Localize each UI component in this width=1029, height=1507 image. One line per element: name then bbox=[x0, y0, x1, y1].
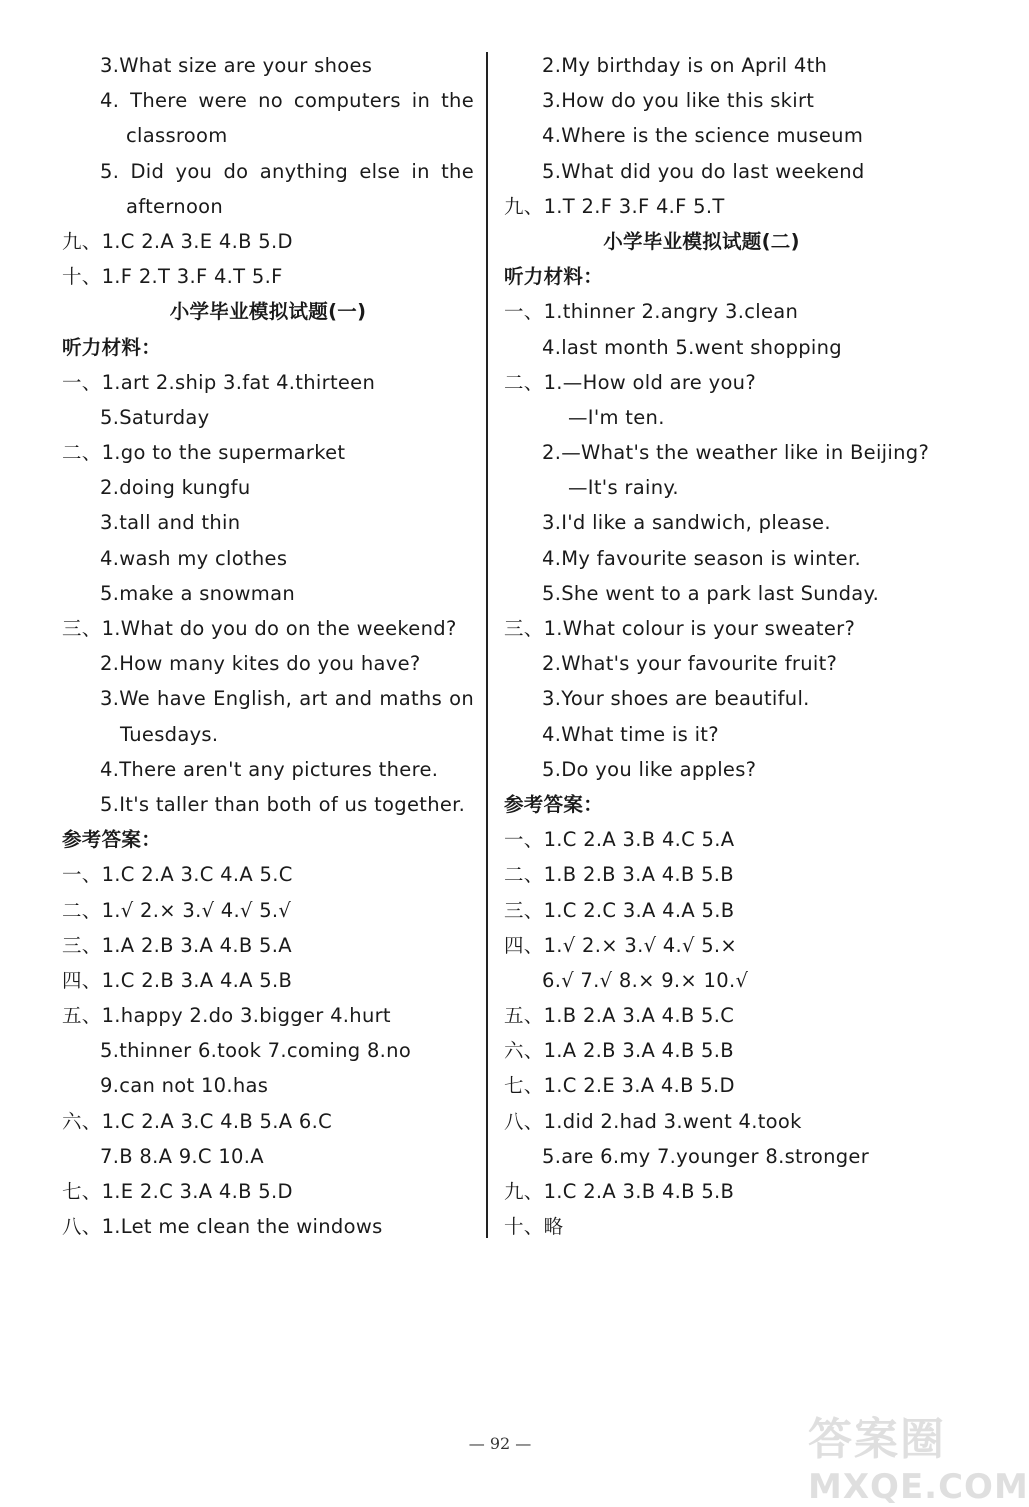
section-title: 小学毕业模拟试题(一) bbox=[169, 300, 367, 324]
answer-line: 5.are 6.my 7.younger 8.stronger bbox=[542, 1144, 870, 1168]
answer-line: 5.It's taller than both of us together. bbox=[100, 792, 466, 816]
answer-line: 5.Saturday bbox=[100, 405, 210, 429]
answer-line: 3.How do you like this skirt bbox=[542, 89, 815, 113]
answer-line: 十、1.F 2.T 3.F 4.T 5.F bbox=[62, 265, 283, 289]
section-heading: 听力材料： bbox=[62, 335, 162, 359]
answer-line: 七、1.E 2.C 3.A 4.B 5.D bbox=[62, 1180, 293, 1203]
answer-line: 三、1.What colour is your sweater? bbox=[504, 617, 856, 640]
page-number: — 92 — bbox=[468, 1434, 532, 1453]
answer-line: 7.B 8.A 9.C 10.A bbox=[100, 1144, 264, 1168]
left-column bbox=[62, 48, 474, 1244]
answer-line: 5. Did you do anything else in the bbox=[100, 159, 474, 183]
right-column bbox=[504, 48, 930, 1244]
answer-line: 2.How many kites do you have? bbox=[100, 652, 421, 676]
answer-line: 六、1.A 2.B 3.A 4.B 5.B bbox=[504, 1039, 734, 1063]
answer-line: 四、1.√ 2.× 3.√ 4.√ 5.× bbox=[504, 933, 738, 957]
answer-line: 九、1.C 2.A 3.B 4.B 5.B bbox=[504, 1180, 735, 1203]
answer-line: 九、1.T 2.F 3.F 4.F 5.T bbox=[504, 194, 725, 218]
answer-line: 5.Do you like apples? bbox=[542, 757, 757, 781]
answer-line: 九、1.C 2.A 3.E 4.B 5.D bbox=[62, 229, 293, 253]
answer-line: 一、1.art 2.ship 3.fat 4.thirteen bbox=[62, 370, 376, 394]
answer-line: 七、1.C 2.E 3.A 4.B 5.D bbox=[504, 1074, 735, 1098]
answer-line: Tuesdays. bbox=[120, 722, 219, 746]
answer-line: 4.What time is it? bbox=[542, 722, 719, 746]
answer-line: 4.My favourite season is winter. bbox=[542, 546, 862, 570]
answer-line: 五、1.B 2.A 3.A 4.B 5.C bbox=[504, 1004, 735, 1028]
answer-line: 4.Where is the science museum bbox=[542, 124, 864, 148]
answer-line: classroom bbox=[126, 124, 228, 148]
watermark-bottom-text: MXQE.COM bbox=[808, 1467, 1029, 1507]
answer-line: 4.last month 5.went shopping bbox=[542, 335, 842, 359]
answer-line: 5.thinner 6.took 7.coming 8.no bbox=[100, 1039, 412, 1063]
answer-line: 二、1.—How old are you? bbox=[504, 370, 756, 394]
watermark-top-text: 答案圈 bbox=[808, 1414, 946, 1465]
answer-line: 6.√ 7.√ 8.× 9.× 10.√ bbox=[542, 968, 749, 992]
answer-line: 二、1.B 2.B 3.A 4.B 5.B bbox=[504, 863, 734, 887]
answer-line: 一、1.thinner 2.angry 3.clean bbox=[504, 300, 799, 324]
answer-line: 3.We have English, art and maths on bbox=[100, 687, 474, 711]
watermark-logo bbox=[808, 1403, 1029, 1507]
answer-line: 八、1.Let me clean the windows bbox=[62, 1215, 383, 1239]
answer-line: 二、1.go to the supermarket bbox=[62, 441, 346, 465]
column-divider bbox=[486, 52, 488, 1238]
answer-line: 三、1.A 2.B 3.A 4.B 5.A bbox=[62, 933, 292, 957]
answer-line: 四、1.C 2.B 3.A 4.A 5.B bbox=[62, 968, 293, 992]
answer-line: 3.Your shoes are beautiful. bbox=[542, 687, 810, 711]
answer-line: 3.I'd like a sandwich, please. bbox=[542, 511, 831, 535]
answer-line: 3.What size are your shoes bbox=[100, 54, 373, 77]
section-heading: 参考答案： bbox=[504, 792, 604, 816]
answer-line: 9.can not 10.has bbox=[100, 1074, 269, 1098]
answer-line: 5.make a snowman bbox=[100, 581, 295, 605]
answer-line: 六、1.C 2.A 3.C 4.B 5.A 6.C bbox=[62, 1109, 333, 1133]
answer-line: 4.wash my clothes bbox=[100, 546, 288, 570]
answer-line: afternoon bbox=[126, 194, 224, 218]
answer-line: 3.tall and thin bbox=[100, 511, 241, 535]
answer-line: 三、1.What do you do on the weekend? bbox=[62, 617, 457, 640]
answer-line: 三、1.C 2.C 3.A 4.A 5.B bbox=[504, 898, 735, 922]
answer-line: 4. There were no computers in the bbox=[100, 89, 474, 113]
answer-line: 2.—What's the weather like in Beijing? bbox=[542, 441, 930, 465]
section-heading: 听力材料： bbox=[504, 265, 604, 289]
answer-line: 二、1.√ 2.× 3.√ 4.√ 5.√ bbox=[62, 898, 292, 922]
answer-line: 2.What's your favourite fruit? bbox=[542, 652, 838, 676]
answer-line: —It's rainy. bbox=[568, 476, 679, 500]
answer-line: —I'm ten. bbox=[568, 405, 665, 429]
answer-line: 五、1.happy 2.do 3.bigger 4.hurt bbox=[62, 1004, 391, 1028]
answer-line: 5.What did you do last weekend bbox=[542, 159, 865, 183]
answer-line: 八、1.did 2.had 3.went 4.took bbox=[504, 1109, 802, 1133]
section-heading: 参考答案： bbox=[62, 828, 162, 852]
answer-line: 十、略 bbox=[504, 1215, 564, 1239]
answer-line: 2.doing kungfu bbox=[100, 476, 251, 500]
section-title: 小学毕业模拟试题(二) bbox=[603, 229, 800, 253]
answer-line: 一、1.C 2.A 3.C 4.A 5.C bbox=[62, 863, 293, 887]
answer-line: 4.There aren't any pictures there. bbox=[100, 757, 439, 781]
answer-line: 2.My birthday is on April 4th bbox=[542, 54, 828, 77]
answer-line: 5.She went to a park last Sunday. bbox=[542, 581, 880, 605]
answer-line: 一、1.C 2.A 3.B 4.C 5.A bbox=[504, 828, 735, 852]
